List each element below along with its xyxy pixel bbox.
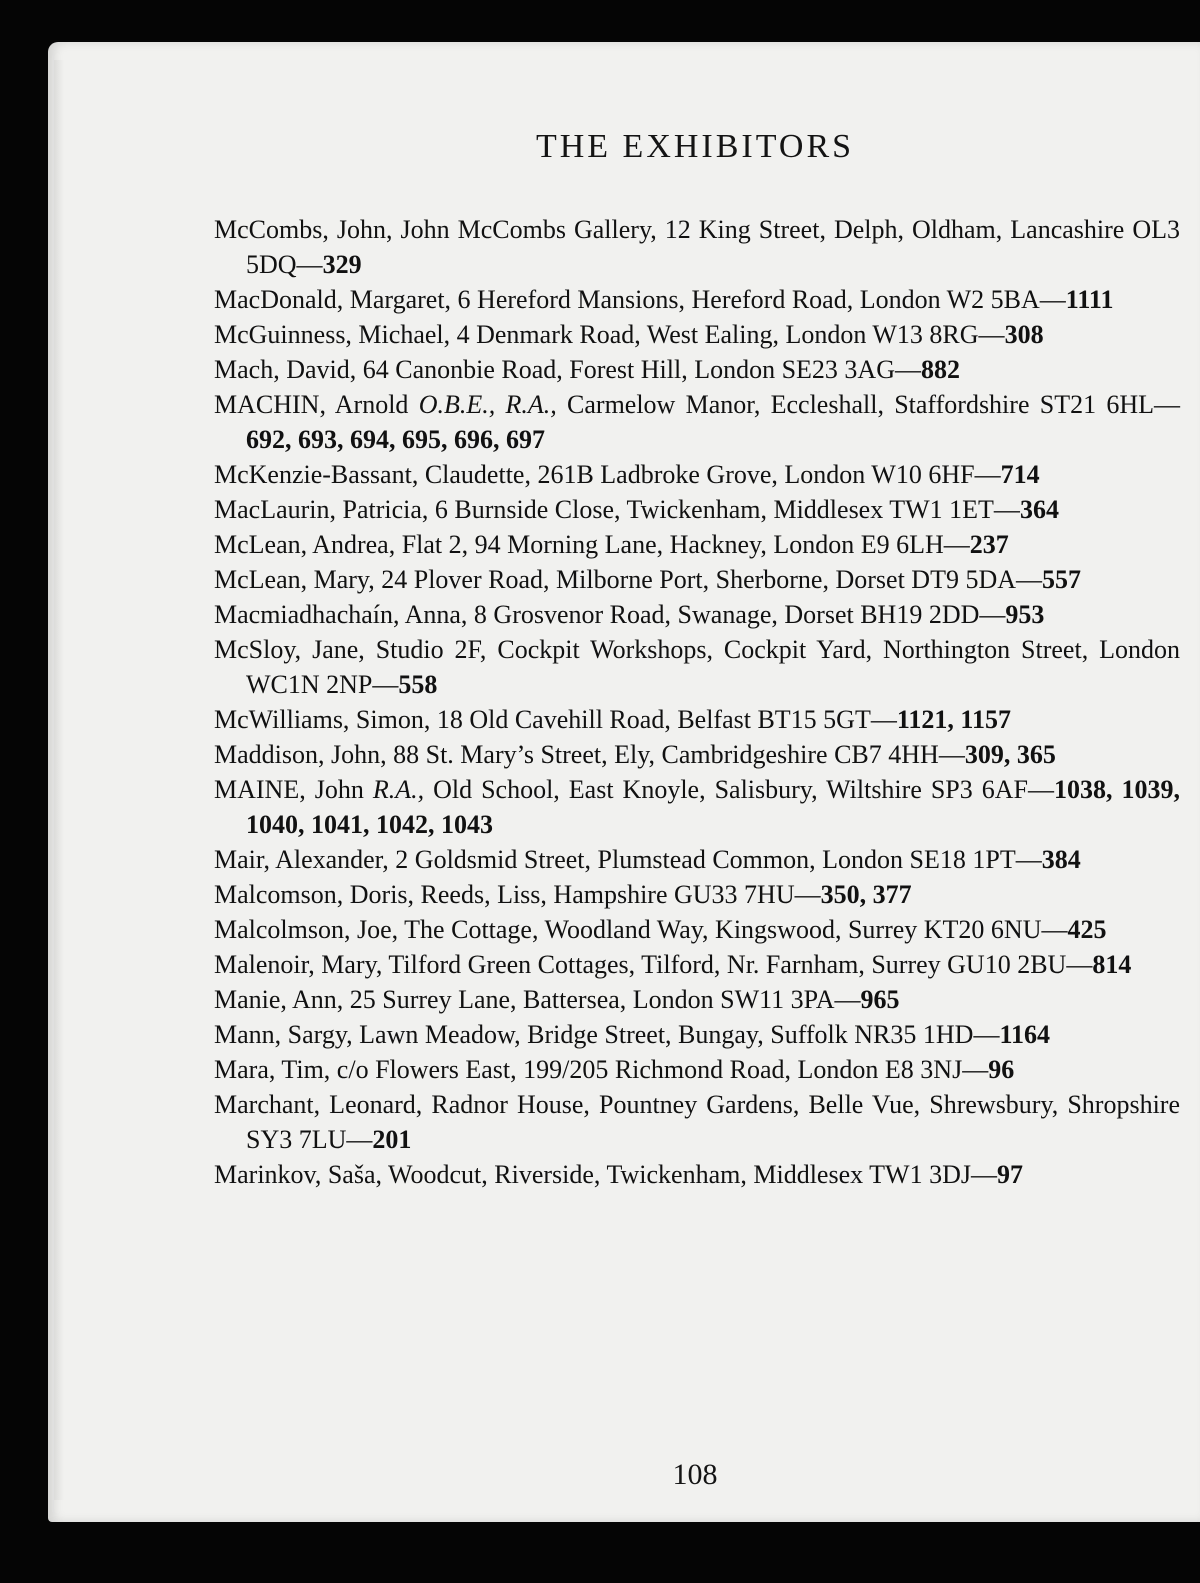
catalogue-numbers: 1111 — [1065, 285, 1114, 314]
catalogue-numbers: 882 — [921, 355, 960, 384]
exhibitor-address: McSloy, Jane, Studio 2F, Cockpit Workshops, Cockpit Yard, Northington Street, London WC1N 2NP— — [214, 635, 1180, 699]
catalogue-numbers: 1038, 1039, 1040, 1041, 1042, 1043 — [246, 775, 1180, 839]
exhibitor-entry — [214, 702, 1180, 737]
exhibitor-address: Mann, Sargy, Lawn Meadow, Bridge Street, Bungay, Suffolk NR35 1HD— — [214, 1020, 1000, 1049]
catalogue-numbers: 557 — [1042, 565, 1082, 594]
exhibitor-address: Marchant, Leonard, Radnor House, Pountney Gardens, Belle Vue, Shrewsbury, Shropshire SY3 7LU— — [214, 1090, 1180, 1154]
exhibitor-entry — [214, 492, 1180, 527]
exhibitor-entry — [214, 772, 1180, 842]
exhibitor-address: McLean, Andrea, Flat 2, 94 Morning Lane, Hackney, London E9 6LH— — [214, 530, 970, 559]
exhibitor-entry — [214, 982, 1180, 1017]
exhibitor-entry — [214, 1017, 1180, 1052]
catalogue-numbers: 384 — [1041, 845, 1081, 874]
catalogue-numbers: 953 — [1005, 600, 1045, 629]
page-title: THE EXHIBITORS — [535, 128, 855, 165]
exhibitor-entry — [214, 212, 1180, 282]
exhibitor-entry — [214, 877, 1180, 912]
exhibitor-address: Malcomson, Doris, Reeds, Liss, Hampshire GU33 7HU— — [214, 880, 821, 909]
catalogue-numbers: 237 — [969, 530, 1009, 559]
catalogue-numbers: 308 — [1004, 320, 1044, 349]
catalogue-numbers: 329 — [322, 250, 362, 279]
catalogue-numbers: 201 — [372, 1125, 412, 1154]
page-number: 108 — [672, 1458, 718, 1491]
exhibitor-address: Malcolmson, Joe, The Cottage, Woodland Way, Kingswood, Surrey KT20 6NU— — [214, 915, 1068, 944]
catalogue-numbers: 350, 377 — [820, 880, 912, 909]
exhibitor-name: MACHIN, Arnold — [214, 390, 419, 419]
exhibitor-honours: R.A., — [372, 775, 425, 804]
exhibitor-entry — [214, 527, 1180, 562]
exhibitor-address: Macmiadhachaín, Anna, 8 Grosvenor Road, Swanage, Dorset BH19 2DD— — [214, 600, 1006, 629]
catalogue-numbers: 97 — [996, 1160, 1023, 1189]
catalogue-numbers: 714 — [1000, 460, 1040, 489]
exhibitor-entry — [214, 317, 1180, 352]
exhibitor-entry — [214, 1052, 1180, 1087]
catalogue-numbers: 1164 — [999, 1020, 1051, 1049]
exhibitor-entry — [214, 842, 1180, 877]
catalogue-numbers: 1121, 1157 — [896, 705, 1011, 734]
catalogue-numbers: 364 — [1019, 495, 1059, 524]
exhibitor-address: Mara, Tim, c/o Flowers East, 199/205 Richmond Road, London E8 3NJ— — [214, 1055, 989, 1084]
exhibitor-entry — [214, 562, 1180, 597]
exhibitor-entry — [214, 387, 1180, 457]
exhibitor-name: MAINE, John — [214, 775, 373, 804]
page-gutter — [54, 60, 64, 1500]
exhibitor-entry — [214, 912, 1180, 947]
exhibitor-address: Carmelow Manor, Eccleshall, Staffordshire ST21 6HL— — [556, 390, 1180, 419]
exhibitor-entry — [214, 457, 1180, 492]
catalogue-numbers: 425 — [1067, 915, 1107, 944]
catalogue-numbers: 965 — [860, 985, 900, 1014]
exhibitor-address: Maddison, John, 88 St. Mary’s Street, Ely, Cambridgeshire CB7 4HH— — [214, 740, 965, 769]
catalogue-numbers: 814 — [1092, 950, 1132, 979]
exhibitor-entry — [214, 737, 1180, 772]
catalogue-numbers: 309, 365 — [964, 740, 1056, 769]
exhibitor-address: McKenzie-Bassant, Claudette, 261B Ladbroke Grove, London W10 6HF— — [214, 460, 1001, 489]
catalogue-numbers: 96 — [988, 1055, 1015, 1084]
exhibitor-entry — [214, 282, 1180, 317]
exhibitor-entry — [214, 632, 1180, 702]
exhibitor-entry — [214, 352, 1180, 387]
exhibitor-entry — [214, 1087, 1180, 1157]
exhibitor-address: Marinkov, Saša, Woodcut, Riverside, Twickenham, Middlesex TW1 3DJ— — [214, 1160, 997, 1189]
exhibitor-entry — [214, 597, 1180, 632]
exhibitor-address: MacDonald, Margaret, 6 Hereford Mansions, Hereford Road, London W2 5BA— — [214, 285, 1066, 314]
exhibitor-address: Mach, David, 64 Canonbie Road, Forest Hill, London SE23 3AG— — [214, 355, 921, 384]
exhibitor-address: MacLaurin, Patricia, 6 Burnside Close, Twickenham, Middlesex TW1 1ET— — [214, 495, 1020, 524]
exhibitor-address: McGuinness, Michael, 4 Denmark Road, West Ealing, London W13 8RG— — [214, 320, 1005, 349]
exhibitor-entry — [214, 947, 1180, 982]
exhibitor-address: Old School, East Knoyle, Salisbury, Wiltshire SP3 6AF— — [424, 775, 1054, 804]
exhibitor-address: McWilliams, Simon, 18 Old Cavehill Road, Belfast BT15 5GT— — [214, 705, 897, 734]
exhibitor-address: McLean, Mary, 24 Plover Road, Milborne Port, Sherborne, Dorset DT9 5DA— — [214, 565, 1043, 594]
exhibitor-list — [214, 212, 1180, 1192]
catalogue-numbers: 558 — [398, 670, 438, 699]
exhibitor-entry — [214, 1157, 1180, 1192]
exhibitor-address: Manie, Ann, 25 Surrey Lane, Battersea, London SW11 3PA— — [214, 985, 861, 1014]
catalogue-numbers: 692, 693, 694, 695, 696, 697 — [246, 425, 545, 454]
exhibitor-address: Malenoir, Mary, Tilford Green Cottages, Tilford, Nr. Farnham, Surrey GU10 2BU— — [214, 950, 1093, 979]
exhibitor-address: McCombs, John, John McCombs Gallery, 12 King Street, Delph, Oldham, Lancashire OL3 5DQ— — [214, 215, 1180, 279]
exhibitor-address: Mair, Alexander, 2 Goldsmid Street, Plumstead Common, London SE18 1PT— — [214, 845, 1042, 874]
exhibitor-honours: O.B.E., R.A., — [418, 390, 557, 419]
